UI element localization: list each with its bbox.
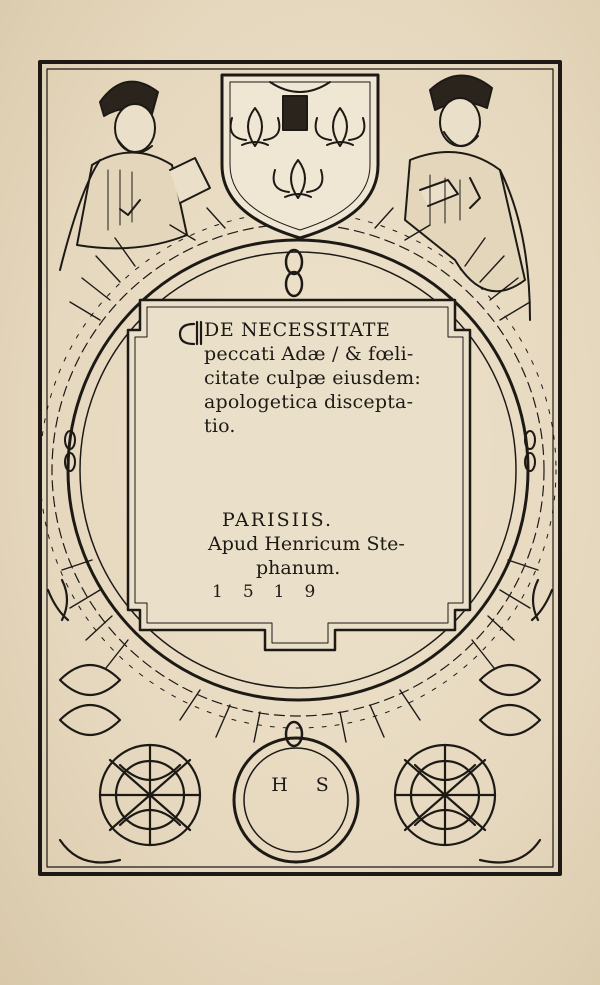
title-line-2: peccati Adæ / & fœli- — [204, 343, 414, 365]
imprint-printer-2: phanum. — [256, 557, 341, 579]
monogram-text: HS — [271, 774, 357, 796]
imprint-place: PARISIIS. — [222, 509, 333, 531]
monogram-medallion — [234, 738, 358, 862]
title-line-5: tio. — [204, 415, 236, 437]
title-line-4: apologetica discepta- — [204, 391, 414, 413]
title-line-3: citate culpæ eiusdem: — [204, 367, 421, 389]
title-line-1: DE NECESSITATE — [204, 319, 391, 341]
imprint-year: 1519 — [212, 582, 336, 602]
imprint-printer-1: Apud Henricum Ste- — [208, 533, 405, 555]
title-block — [180, 318, 450, 438]
left-figure — [60, 82, 210, 270]
imprint-block — [208, 508, 468, 604]
